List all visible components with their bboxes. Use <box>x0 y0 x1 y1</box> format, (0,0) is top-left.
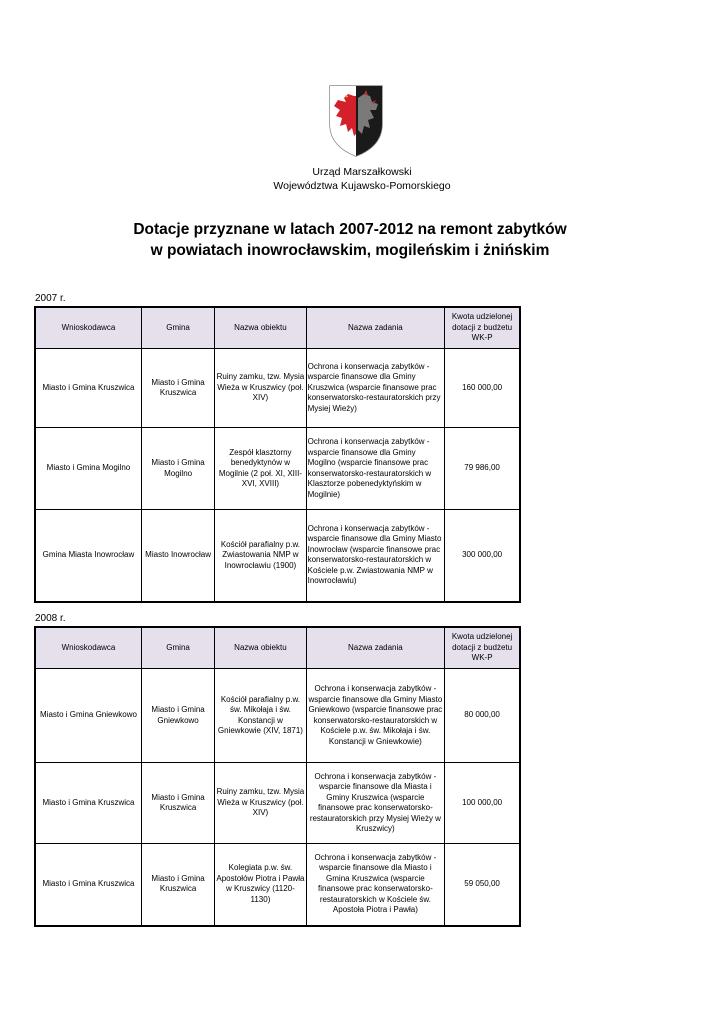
column-header-applicant: Wnioskodawca <box>35 627 141 669</box>
municipality-cell: Miasto i Gmina Kruszwica <box>141 349 214 428</box>
applicant-cell: Miasto i Gmina Mogilno <box>35 428 141 510</box>
column-header-task: Nazwa zadania <box>306 627 445 669</box>
object-cell: Kościół parafialny p.w. Zwiastowania NMP w Inowrocławiu (1900) <box>215 510 306 602</box>
table-row <box>35 844 520 926</box>
grants-table-2008 <box>34 626 521 927</box>
applicant-cell: Miasto i Gmina Kruszwica <box>35 844 141 926</box>
column-header-municipality: Gmina <box>141 627 214 669</box>
amount-cell: 79 986,00 <box>445 428 520 510</box>
municipality-cell: Miasto i Gmina Mogilno <box>141 428 214 510</box>
object-cell: Zespół klasztorny benedyktynów w Mogilnie (2 poł. XI, XIII-XVI, XVIII) <box>215 428 306 510</box>
municipality-cell: Miasto i Gmina Gniewkowo <box>141 669 214 763</box>
task-cell: Ochrona i konserwacja zabytków - wsparcie finansowe dla Gminy Miasto Inowrocław (wsparcie finansowe prac konserwatorsko-restauratorskich w Kościele p.w. Zwiastowania NMP w Inowrocławiu) <box>306 510 445 602</box>
task-cell: Ochrona i konserwacja zabytków - wsparcie finansowe dla Miasta i Gminy Kruszwica (wsparcie finansowe prac konserwatorsko-restauratorskich przy Mysiej Wieży w Kruszwicy) <box>306 763 445 844</box>
municipality-cell: Miasto i Gmina Kruszwica <box>141 844 214 926</box>
amount-cell: 160 000,00 <box>445 349 520 428</box>
table-row <box>35 763 520 844</box>
municipality-cell: Miasto i Gmina Kruszwica <box>141 763 214 844</box>
column-header-amount: Kwota udzielonej dotacji z budżetu WK-P <box>445 307 520 349</box>
year-label-2008: 2008 r. <box>35 613 66 624</box>
year-label-2007: 2007 r. <box>35 293 66 304</box>
task-cell: Ochrona i konserwacja zabytków - wsparcie finansowe dla Miasto i Gmina Kruszwica (wsparcie finansowe prac konserwatorsko-restauratorskich w Kościele św. Apostoła Piotra i Pawła) <box>306 844 445 926</box>
office-line-1: Urząd Marszałkowski <box>312 166 412 178</box>
title-line-1: Dotacje przyznane w latach 2007-2012 na remont zabytków <box>133 221 567 238</box>
table-header-row <box>35 307 520 349</box>
column-header-task: Nazwa zadania <box>306 307 445 349</box>
applicant-cell: Miasto i Gmina Gniewkowo <box>35 669 141 763</box>
table-row <box>35 349 520 428</box>
amount-cell: 300 000,00 <box>445 510 520 602</box>
applicant-cell: Miasto i Gmina Kruszwica <box>35 349 141 428</box>
applicant-cell: Gmina Miasta Inowrocław <box>35 510 141 602</box>
amount-cell: 80 000,00 <box>445 669 520 763</box>
object-cell: Kościół parafialny p.w. św. Mikołaja i św. Konstancji w Gniewkowie (XIV, 1871) <box>215 669 306 763</box>
office-name <box>0 165 724 193</box>
column-header-amount: Kwota udzielonej dotacji z budżetu WK-P <box>445 627 520 669</box>
coat-of-arms-logo <box>328 84 384 158</box>
column-header-municipality: Gmina <box>141 307 214 349</box>
task-cell: Ochrona i konserwacja zabytków - wsparcie finansowe dla Gminy Miasto Gniewkowo (wsparcie finansowe prac konserwatorsko-restauratorskich w Kościele p.w. św. Mikołaja i św. Konstancji w Gniewkowie) <box>306 669 445 763</box>
page-title <box>0 219 700 261</box>
table-row <box>35 428 520 510</box>
column-header-applicant: Wnioskodawca <box>35 307 141 349</box>
object-cell: Ruiny zamku, tzw. Mysia Wieża w Kruszwicy (poł. XIV) <box>215 763 306 844</box>
object-cell: Kolegiata p.w. św. Apostołów Piotra i Pawła w Kruszwicy (1120-1130) <box>215 844 306 926</box>
task-cell: Ochrona i konserwacja zabytków - wsparcie finansowe dla Gminy Kruszwica (wsparcie finansowe prac konserwatorsko-restauratorskich przy Mysiej Wieży) <box>306 349 445 428</box>
object-cell: Ruiny zamku, tzw. Mysia Wieża w Kruszwicy (poł. XIV) <box>215 349 306 428</box>
column-header-object: Nazwa obiektu <box>215 627 306 669</box>
amount-cell: 100 000,00 <box>445 763 520 844</box>
title-line-2: w powiatach inowrocławskim, mogileńskim i żnińskim <box>150 242 550 259</box>
amount-cell: 59 050,00 <box>445 844 520 926</box>
grants-table-2007 <box>34 306 521 603</box>
table-row <box>35 510 520 602</box>
office-line-2: Województwa Kujawsko-Pomorskiego <box>273 180 451 192</box>
table-header-row <box>35 627 520 669</box>
task-cell: Ochrona i konserwacja zabytków - wsparcie finansowe dla Gminy Mogilno (wsparcie finansowe prac konserwatorsko-restauratorskich w Klasztorze pobenedyktyńskim w Mogilnie) <box>306 428 445 510</box>
applicant-cell: Miasto i Gmina Kruszwica <box>35 763 141 844</box>
municipality-cell: Miasto Inowrocław <box>141 510 214 602</box>
column-header-object: Nazwa obiektu <box>215 307 306 349</box>
table-row <box>35 669 520 763</box>
